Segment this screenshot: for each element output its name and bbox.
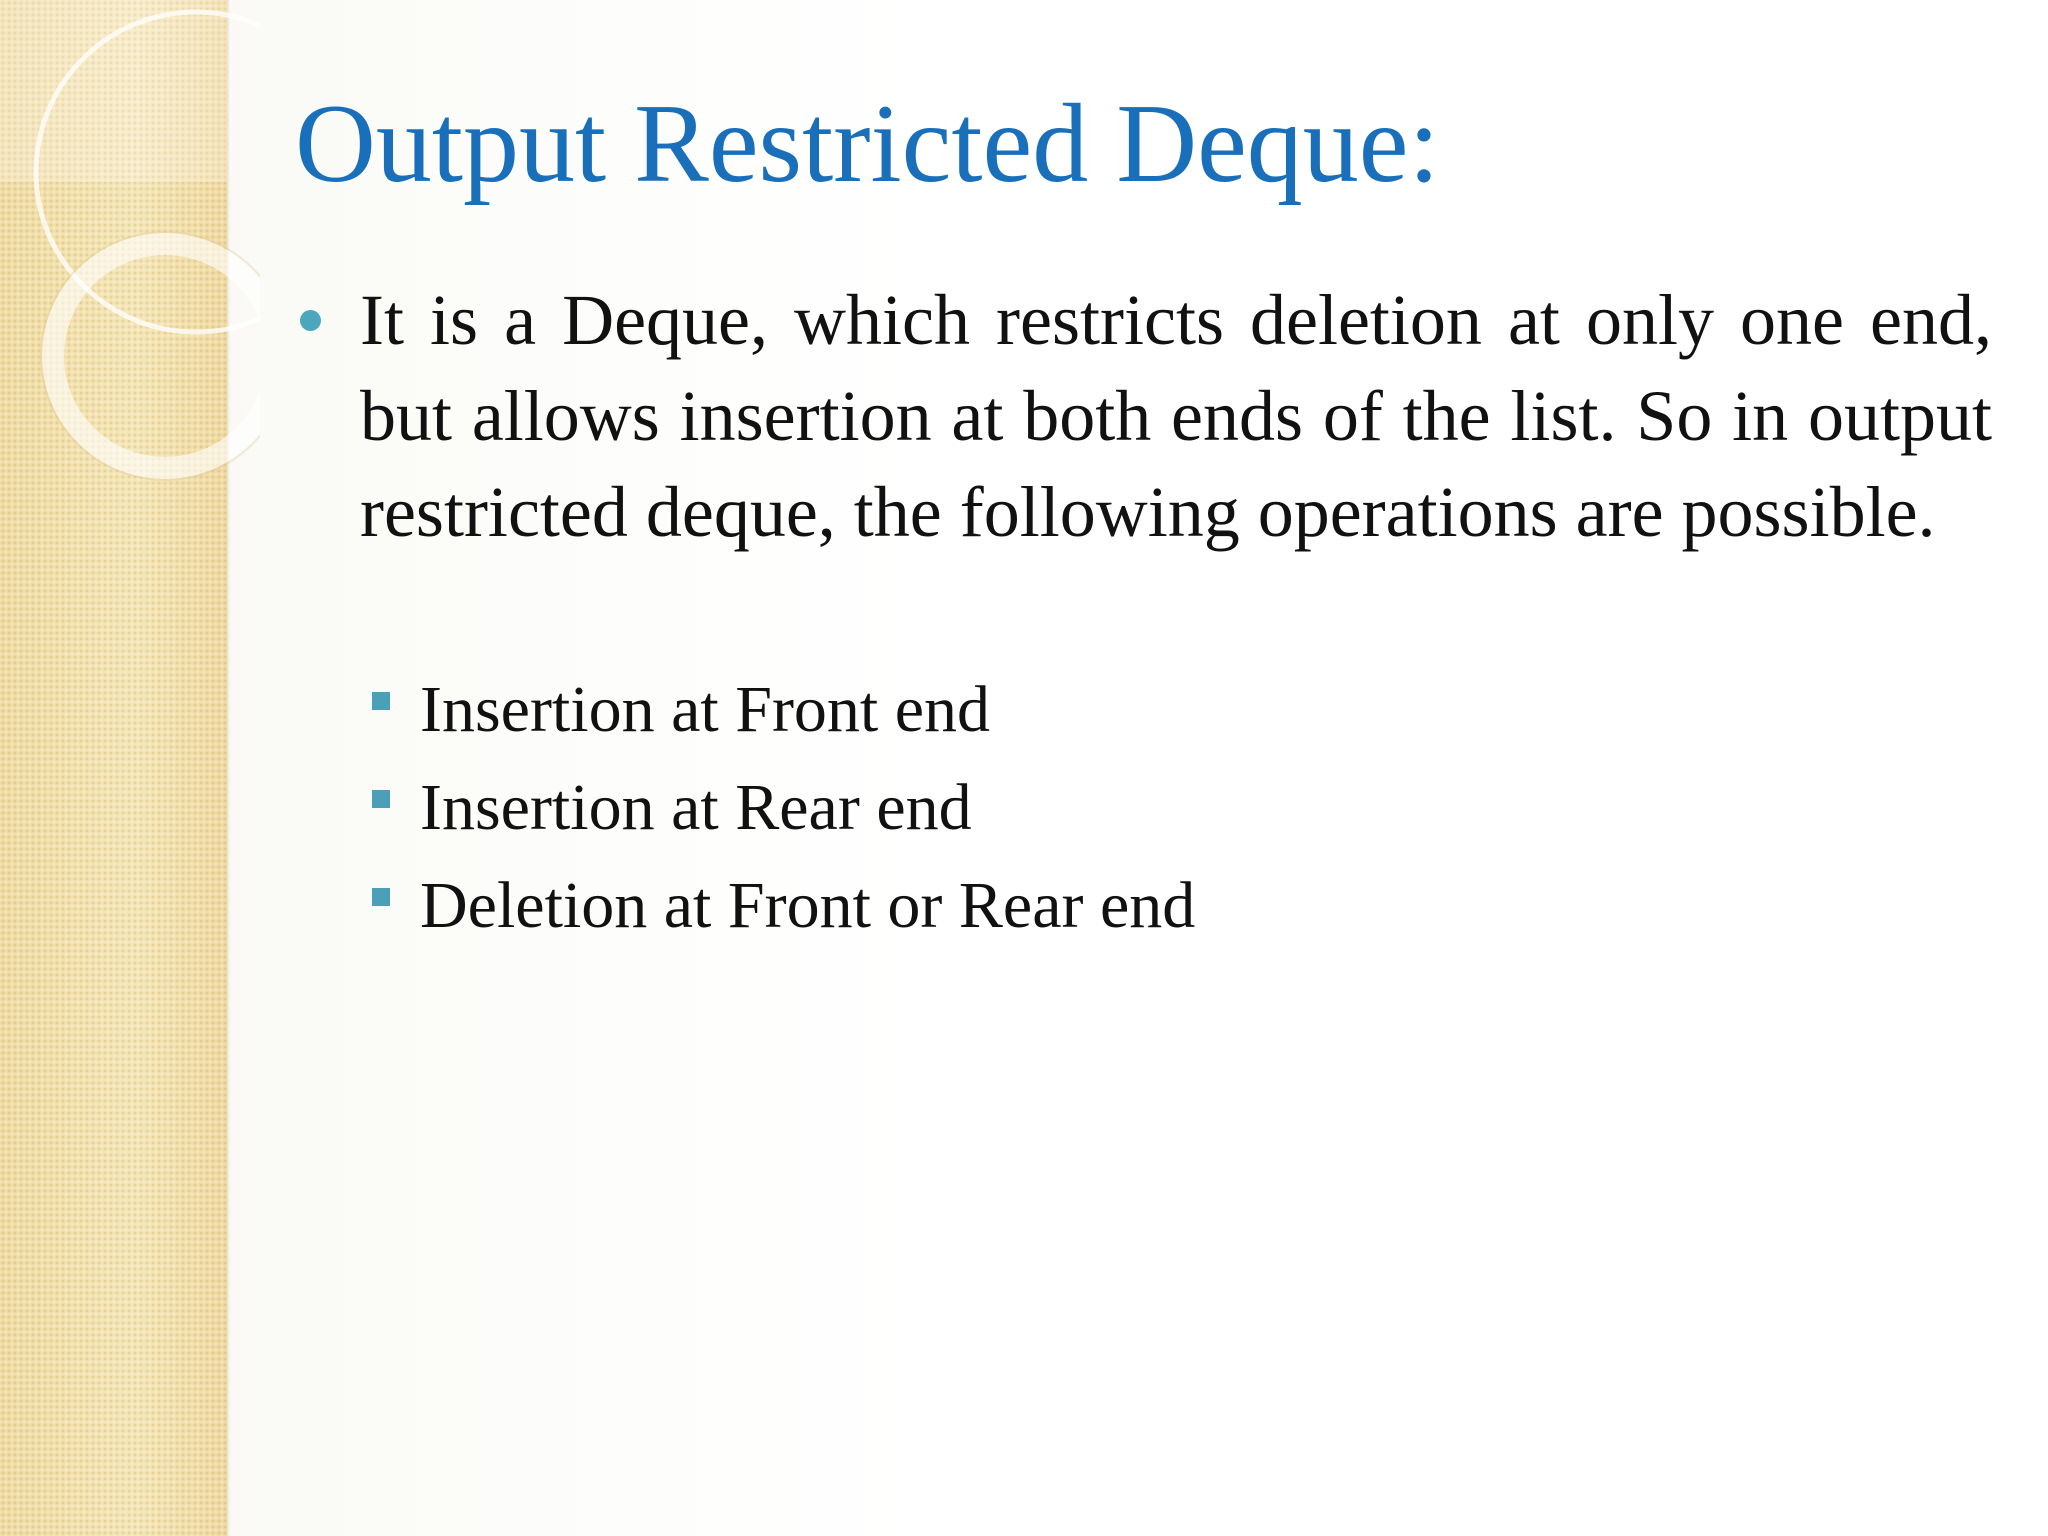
- square-bullet-icon: [372, 888, 390, 906]
- sub-bullet-text: Insertion at Rear end: [420, 771, 972, 844]
- slide-title: Output Restricted Deque:: [295, 82, 1440, 206]
- sub-bullet-text: Insertion at Front end: [420, 673, 991, 746]
- main-bullet-text: It is a Deque, which restricts deletion at only one end, but allows insertion at both ends of the list. So in output restricted deque, the following operations are possible.: [360, 280, 1992, 552]
- square-bullet-icon: [372, 790, 390, 808]
- round-bullet-icon: [300, 310, 321, 331]
- decorative-rings: [0, 0, 260, 520]
- sub-bullet-text: Deletion at Front or Rear end: [420, 869, 1196, 942]
- square-bullet-icon: [372, 692, 390, 710]
